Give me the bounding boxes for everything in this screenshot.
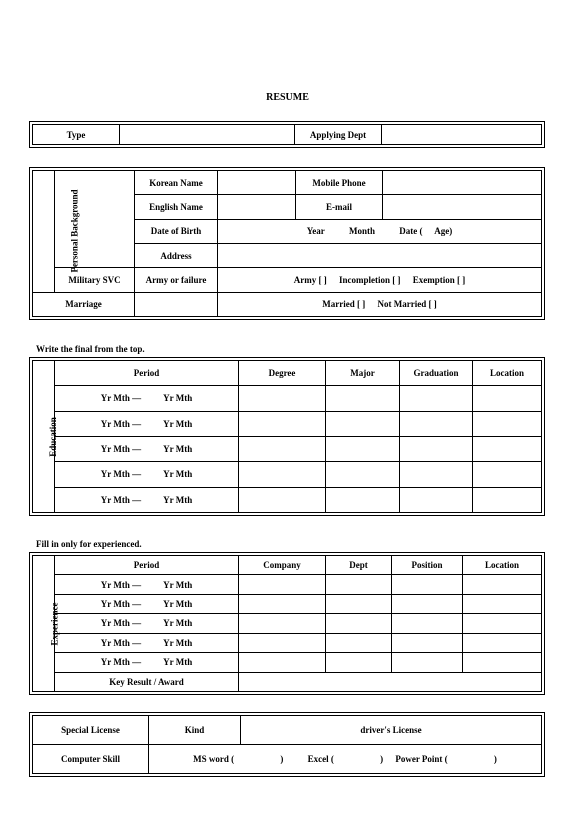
education-section — [29, 357, 545, 516]
period-end: Yr Mth — [163, 418, 193, 429]
experience-cell[interactable] — [326, 633, 392, 652]
table-row — [33, 436, 542, 461]
english-name-field[interactable] — [218, 195, 296, 219]
incompletion-option[interactable]: Incompletion [ ] — [339, 274, 401, 285]
period-start: Yr Mth — — [100, 657, 142, 668]
education-header-4: Location — [473, 361, 542, 386]
education-cell[interactable] — [326, 411, 400, 436]
not-married-option[interactable]: Not Married [ ] — [377, 299, 437, 310]
experience-header-0: Period — [55, 556, 239, 575]
ms-word-close: ) — [280, 754, 284, 764]
experience-note: Fill in only for experienced. — [36, 539, 142, 549]
table-row — [33, 594, 542, 613]
education-header-0: Period — [55, 361, 239, 386]
experience-side-text: Experience — [49, 602, 60, 645]
table-row — [33, 386, 542, 411]
mobile-phone-label: Mobile Phone — [296, 171, 383, 195]
army-option[interactable]: Army [ ] — [293, 274, 327, 285]
korean-name-label: Korean Name — [135, 171, 218, 195]
table-row — [33, 633, 542, 652]
education-cell[interactable] — [239, 411, 326, 436]
marriage-blank — [135, 292, 218, 316]
education-period-cell[interactable] — [55, 487, 239, 512]
dob-year: Year — [306, 226, 325, 237]
period-end: Yr Mth — [163, 469, 193, 480]
period-start: Yr Mth — — [100, 637, 142, 648]
email-field[interactable] — [383, 195, 542, 219]
dob-field[interactable] — [218, 219, 542, 243]
dob-age: Age) — [434, 226, 453, 237]
period-end: Yr Mth — [163, 657, 193, 668]
table-row — [33, 487, 542, 512]
period-start: Yr Mth — — [100, 418, 142, 429]
period-start: Yr Mth — — [100, 599, 142, 610]
experience-cell[interactable] — [326, 653, 392, 672]
education-cell[interactable] — [473, 411, 542, 436]
table-row — [33, 614, 542, 633]
email-label: E-mail — [296, 195, 383, 219]
education-note: Write the final from the top. — [36, 344, 145, 354]
education-period-cell[interactable] — [55, 386, 239, 411]
personal-section — [29, 167, 545, 320]
mobile-phone-field[interactable] — [383, 171, 542, 195]
experience-cell[interactable] — [326, 614, 392, 633]
period-end: Yr Mth — [163, 579, 193, 590]
education-side-label — [33, 361, 58, 513]
military-svc-label: Military SVC — [55, 268, 135, 292]
education-period-cell[interactable] — [55, 462, 239, 487]
type-section — [29, 121, 545, 148]
english-name-label: English Name — [135, 195, 218, 219]
education-side-text: Education — [47, 416, 58, 457]
experience-cell[interactable] — [239, 633, 326, 652]
experience-header-3: Position — [392, 556, 463, 575]
page-title: RESUME — [266, 92, 309, 103]
education-cell[interactable] — [239, 462, 326, 487]
type-field[interactable] — [120, 125, 295, 145]
skills-section — [29, 712, 545, 777]
period-start: Yr Mth — — [100, 393, 142, 404]
marriage-label: Marriage — [33, 292, 135, 316]
education-cell[interactable] — [473, 487, 542, 512]
experience-cell[interactable] — [392, 575, 463, 594]
education-cell[interactable] — [326, 386, 400, 411]
education-header-1: Degree — [239, 361, 326, 386]
experience-cell[interactable] — [326, 594, 392, 613]
table-row — [33, 462, 542, 487]
experience-cell[interactable] — [239, 575, 326, 594]
education-cell[interactable] — [400, 386, 473, 411]
period-start: Yr Mth — — [100, 494, 142, 505]
education-header-row — [33, 361, 542, 386]
personal-side-label — [33, 171, 80, 293]
period-start: Yr Mth — — [100, 444, 142, 455]
kind-label: Kind — [149, 716, 241, 745]
key-result-label: Key Result / Award — [55, 672, 239, 691]
experience-period-cell[interactable] — [55, 614, 239, 633]
education-cell[interactable] — [400, 487, 473, 512]
table-row — [33, 653, 542, 672]
experience-cell[interactable] — [392, 614, 463, 633]
education-header-2: Major — [326, 361, 400, 386]
education-cell[interactable] — [400, 411, 473, 436]
type-label: Type — [33, 125, 120, 145]
applying-dept-label: Applying Dept — [295, 125, 382, 145]
education-cell[interactable] — [473, 436, 542, 461]
education-cell[interactable] — [239, 487, 326, 512]
education-cell[interactable] — [400, 462, 473, 487]
education-period-cell[interactable] — [55, 436, 239, 461]
experience-period-cell[interactable] — [55, 594, 239, 613]
photo-box[interactable] — [55, 171, 135, 268]
married-option[interactable]: Married [ ] — [322, 299, 366, 310]
period-end: Yr Mth — [163, 393, 193, 404]
experience-cell[interactable] — [463, 633, 542, 652]
education-cell[interactable] — [326, 436, 400, 461]
period-start: Yr Mth — — [100, 618, 142, 629]
excel-option[interactable]: Excel ( — [307, 754, 334, 764]
period-end: Yr Mth — [163, 494, 193, 505]
education-cell[interactable] — [473, 462, 542, 487]
period-end: Yr Mth — [163, 599, 193, 610]
experience-cell[interactable] — [463, 594, 542, 613]
applying-dept-field[interactable] — [382, 125, 542, 145]
education-cell[interactable] — [400, 436, 473, 461]
experience-cell[interactable] — [239, 653, 326, 672]
education-cell[interactable] — [326, 487, 400, 512]
experience-cell[interactable] — [392, 594, 463, 613]
education-header-3: Graduation — [400, 361, 473, 386]
education-cell[interactable] — [239, 386, 326, 411]
education-cell[interactable] — [473, 386, 542, 411]
excel-close: ) — [380, 754, 384, 764]
experience-header-row — [33, 556, 542, 575]
korean-name-field[interactable] — [218, 171, 296, 195]
key-result-field[interactable] — [239, 672, 542, 691]
experience-cell[interactable] — [392, 633, 463, 652]
experience-cell[interactable] — [239, 614, 326, 633]
address-field[interactable] — [218, 243, 542, 267]
dob-label: Date of Birth — [135, 219, 218, 243]
military-options[interactable] — [218, 268, 542, 292]
computer-skill-options[interactable] — [149, 745, 542, 774]
period-start: Yr Mth — — [100, 579, 142, 590]
table-row — [33, 575, 542, 594]
education-cell[interactable] — [326, 462, 400, 487]
experience-cell[interactable] — [463, 575, 542, 594]
experience-cell[interactable] — [392, 653, 463, 672]
experience-section — [29, 552, 545, 695]
exemption-option[interactable]: Exemption [ ] — [412, 274, 466, 285]
computer-skill-label: Computer Skill — [33, 745, 149, 774]
experience-key-result-row — [33, 672, 542, 691]
personal-side-text: Personal Background — [69, 189, 80, 273]
address-label: Address — [135, 243, 218, 267]
experience-cell[interactable] — [463, 653, 542, 672]
experience-period-cell[interactable] — [55, 575, 239, 594]
dob-month: Month — [348, 226, 375, 237]
experience-period-cell[interactable] — [55, 633, 239, 652]
experience-header-1: Company — [239, 556, 326, 575]
experience-period-cell[interactable] — [55, 653, 239, 672]
period-end: Yr Mth — [163, 618, 193, 629]
period-end: Yr Mth — [163, 444, 193, 455]
power-point-close: ) — [493, 754, 497, 764]
drivers-license-field[interactable]: driver's License — [241, 716, 542, 745]
experience-side-label — [33, 556, 60, 692]
experience-cell[interactable] — [326, 575, 392, 594]
special-license-label: Special License — [33, 716, 149, 745]
dob-date: Date ( — [399, 226, 423, 237]
period-end: Yr Mth — [163, 637, 193, 648]
experience-cell[interactable] — [239, 594, 326, 613]
army-or-failure-label: Army or failure — [135, 268, 218, 292]
experience-cell[interactable] — [463, 614, 542, 633]
education-cell[interactable] — [239, 436, 326, 461]
experience-header-2: Dept — [326, 556, 392, 575]
marriage-options[interactable] — [218, 292, 542, 316]
ms-word-option[interactable]: MS word ( — [193, 754, 235, 764]
period-start: Yr Mth — — [100, 469, 142, 480]
experience-header-4: Location — [463, 556, 542, 575]
power-point-option[interactable]: Power Point ( — [395, 754, 448, 764]
table-row — [33, 411, 542, 436]
education-period-cell[interactable] — [55, 411, 239, 436]
